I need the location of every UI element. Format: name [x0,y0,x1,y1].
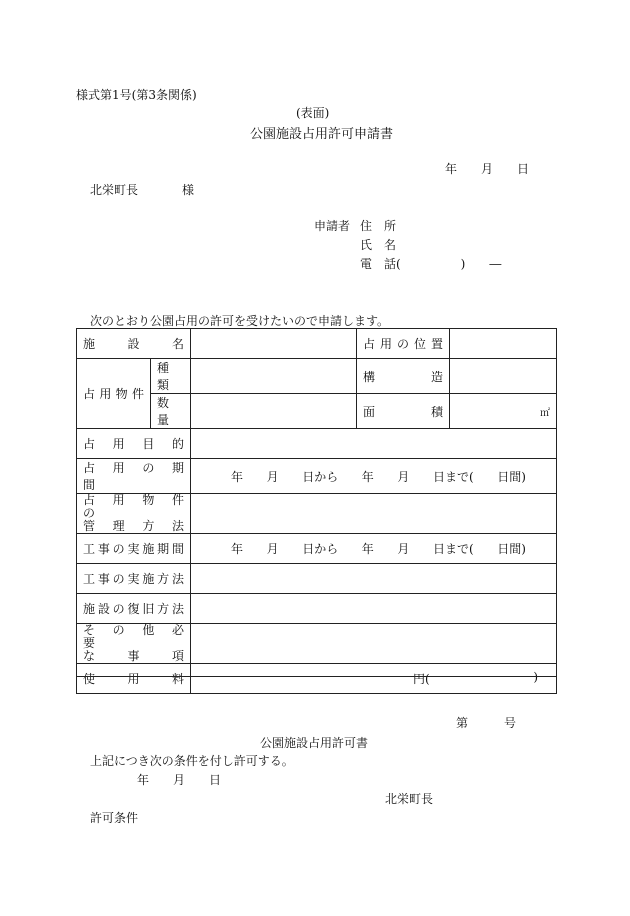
purpose-label: 占 用 目 的 [77,429,191,459]
work-month-to: 月 [397,542,410,556]
area-value [450,394,557,429]
period-month: 月 [266,469,279,484]
applicant-label: 申請者 [314,219,351,233]
table-row [77,624,557,664]
fee-value [191,664,557,694]
table-row [77,664,557,694]
fee-yen: 円( [413,672,430,686]
restore-label: 施設の復旧方法 [77,594,191,624]
facility-name-label: 施 設 名 [77,329,191,359]
work-method-value [191,564,557,594]
table-row [77,564,557,594]
permit-number: 第 号 [456,716,517,730]
quantity-value [191,394,357,429]
period-year: 年 [231,469,244,484]
location-label: 占 用 の 位 置 [357,329,450,359]
addressee-suffix: 様 [182,183,195,197]
work-days: 日間) [497,542,526,556]
divider [76,676,556,677]
fee-close: ) [533,670,539,684]
work-period-label: 工事の実施期間 [77,534,191,564]
form-number: 様式第1号(第3条関係) [76,88,197,102]
kind-label: 種 類 [151,359,191,394]
structure-label: 構 造 [357,359,450,394]
form-title: 公園施設占用許可申請書 [250,127,394,142]
table-row [77,459,557,494]
work-day-from: 日から [302,542,339,556]
permit-date: 年 月 日 [137,773,222,787]
period-year-to: 年 [361,469,374,484]
permit-issuer: 北栄町長 [385,792,434,806]
kind-value [191,359,357,394]
permit-conditions: 許可条件 [90,811,139,825]
work-year: 年 [231,542,244,556]
facility-name-value [191,329,357,359]
table-row [77,429,557,459]
work-month: 月 [266,542,279,556]
period-label: 占 用 の 期 間 [77,459,191,494]
applicant-name-label: 氏 名 [360,238,397,252]
intro-text: 次のとおり公園占用の許可を受けたいので申請します。 [90,314,390,328]
quantity-label: 数 量 [151,394,191,429]
period-day-from: 日から [302,469,339,484]
other-label: そ の 他 必 要 な 事 項 [77,624,191,664]
addressee: 北栄町長 [90,183,139,197]
work-day-to: 日まで( [432,542,474,556]
fee-label: 使 用 料 [77,664,191,694]
permit-title: 公園施設占用許可書 [260,736,369,750]
period-value [191,459,557,494]
restore-value [191,594,557,624]
purpose-value [191,429,557,459]
location-value [450,329,557,359]
area-unit: ㎡ [540,407,551,419]
table-row [77,494,557,534]
applicant-address-label: 住 所 [360,219,397,233]
side-label: (表面) [296,106,330,120]
management-value [191,494,557,534]
table-row [77,594,557,624]
period-days: 日間) [497,469,526,484]
applicant-phone-label: 電 話( ) ― [360,257,502,271]
table-row [77,329,557,359]
other-value [191,624,557,664]
table-row [77,534,557,564]
occupied-item-label: 占 用 物 件 [77,359,151,429]
management-label: 占 用 物 件 の 管 理 方 法 [77,494,191,534]
work-year-to: 年 [361,542,374,556]
permit-text: 上記につき次の条件を付し許可する。 [90,754,294,768]
work-period-value [191,534,557,564]
period-month-to: 月 [397,469,410,484]
period-day-to: 日まで( [432,469,474,484]
work-method-label: 工事の実施方法 [77,564,191,594]
table-row [77,359,557,394]
application-table [76,328,557,694]
application-date: 年 月 日 [445,162,530,176]
structure-value [450,359,557,394]
area-label: 面 積 [357,394,450,429]
